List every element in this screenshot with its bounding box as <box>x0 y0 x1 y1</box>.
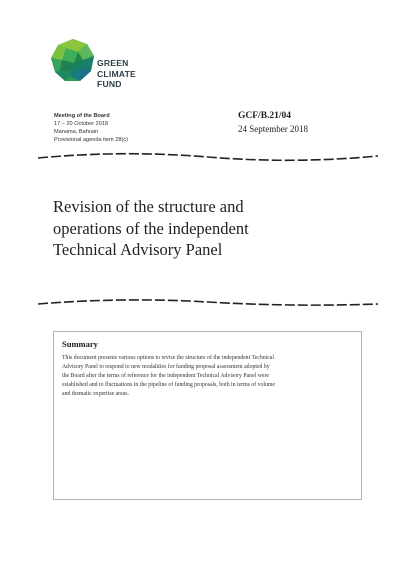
summary-line: This document presents various options to revise the structure of the independent Technical <box>62 355 274 361</box>
agenda-item: Provisional agenda item 28(c) <box>54 137 128 143</box>
title-line: Technical Advisory Panel <box>53 240 223 259</box>
summary-line: Advisory Panel to respond to new modalities for funding proposal assessment adopted by <box>62 364 270 370</box>
gcf-logo <box>50 38 160 98</box>
title-line: Revision of the structure and <box>53 197 244 216</box>
wavy-divider-bottom <box>38 296 378 310</box>
meeting-dates: 17 – 20 October 2018 <box>54 121 109 127</box>
document-number: GCF/B.21/04 <box>238 111 292 121</box>
meeting-location: Manama, Bahrain <box>54 129 99 135</box>
summary-heading: Summary <box>62 339 98 349</box>
summary-box <box>53 331 362 500</box>
title-line: operations of the independent <box>53 218 249 238</box>
logo-line: CLIMATE <box>97 68 136 79</box>
logo-wordmark <box>97 58 136 90</box>
summary-line: established and to fluctuations in the pipeline of funding proposals, both in terms of volume <box>62 382 275 388</box>
globe-icon <box>50 38 96 84</box>
logo-line: FUND <box>97 79 122 89</box>
document-title <box>53 196 353 261</box>
summary-line: the Board after the terms of reference for the independent Technical Advisory Panel were <box>62 373 269 379</box>
summary-text <box>62 354 353 399</box>
logo-line: GREEN <box>97 58 129 68</box>
summary-line: and thematic expertise areas. <box>62 391 129 397</box>
wavy-divider-top <box>38 150 378 164</box>
meeting-info <box>54 112 128 144</box>
meeting-title: Meeting of the Board <box>54 113 110 119</box>
document-date: 24 September 2018 <box>238 124 308 134</box>
document-reference <box>238 111 308 134</box>
